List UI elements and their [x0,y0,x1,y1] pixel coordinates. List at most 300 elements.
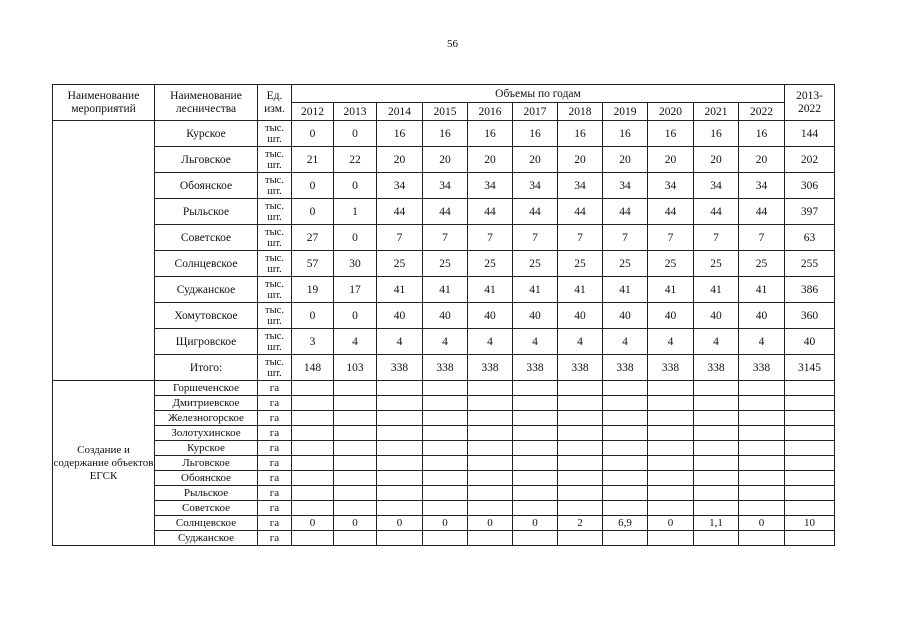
volume-cell: 0 [739,516,785,531]
volume-cell: 16 [423,121,468,147]
volume-cell [603,486,648,501]
volume-cell: 0 [648,516,694,531]
volume-cell [694,471,739,486]
volume-cell: 7 [739,225,785,251]
volume-cell [694,396,739,411]
volume-cell: 20 [423,147,468,173]
total-cell [785,381,835,396]
volume-cell [334,456,377,471]
forestry-name: Солнцевское [155,516,258,531]
unit-cell: га [258,501,292,516]
volume-cell: 16 [603,121,648,147]
volume-cell [468,441,513,456]
volume-cell: 7 [377,225,423,251]
unit-cell: тыс. шт. [258,121,292,147]
volume-cell: 44 [603,199,648,225]
volume-cell [423,531,468,546]
volume-cell [694,426,739,441]
forestry-name: Курское [155,121,258,147]
volume-cell [739,486,785,501]
total-cell: 397 [785,199,835,225]
volume-cell [648,396,694,411]
volume-cell: 7 [423,225,468,251]
volume-cell [558,486,603,501]
total-cell: 255 [785,251,835,277]
volume-cell: 0 [292,121,334,147]
volume-cell: 0 [292,199,334,225]
table-row [53,426,835,441]
unit-cell: тыс. шт. [258,277,292,303]
volume-cell [603,411,648,426]
table-row [53,471,835,486]
volume-cell: 25 [558,251,603,277]
unit-cell: тыс. шт. [258,173,292,199]
volume-cell [334,471,377,486]
volume-cell: 4 [468,329,513,355]
volume-cell: 0 [334,516,377,531]
volume-cell [334,501,377,516]
volume-cell: 20 [648,147,694,173]
volume-cell: 44 [423,199,468,225]
volume-cell [694,486,739,501]
unit-cell: га [258,456,292,471]
unit-cell: тыс. шт. [258,147,292,173]
volume-cell: 16 [739,121,785,147]
total-cell: 360 [785,303,835,329]
unit-cell: тыс. шт. [258,251,292,277]
volume-cell [334,486,377,501]
unit-cell: га [258,411,292,426]
volume-cell: 25 [694,251,739,277]
table-row [53,225,835,251]
forestry-name: Льговское [155,147,258,173]
table-row [53,173,835,199]
volume-cell [739,411,785,426]
volume-cell [292,456,334,471]
volume-cell [377,411,423,426]
volume-cell [648,456,694,471]
total-cell: 3145 [785,355,835,381]
forestry-name: Обоянское [155,173,258,199]
volume-cell: 41 [558,277,603,303]
unit-cell: тыс. шт. [258,329,292,355]
volume-cell: 4 [558,329,603,355]
volume-cell: 25 [377,251,423,277]
volume-cell [603,441,648,456]
volume-cell: 44 [739,199,785,225]
forestry-name: Рыльское [155,199,258,225]
volume-cell: 25 [739,251,785,277]
volume-cell: 20 [694,147,739,173]
year-header: 2016 [468,103,513,121]
volume-cell: 20 [513,147,558,173]
unit-cell: га [258,531,292,546]
volume-cell [292,411,334,426]
table-row [53,277,835,303]
forestry-name: Золотухинское [155,426,258,441]
volume-cell: 57 [292,251,334,277]
volume-cell [292,396,334,411]
volume-cell: 338 [648,355,694,381]
volume-cell [468,501,513,516]
volume-cell [513,471,558,486]
total-cell [785,411,835,426]
year-header: 2013 [334,103,377,121]
volume-cell [292,381,334,396]
table-row [53,303,835,329]
volume-cell [334,396,377,411]
year-header: 2017 [513,103,558,121]
volume-cell [468,396,513,411]
volume-cell [648,381,694,396]
volume-cell [423,456,468,471]
volume-cell: 0 [334,303,377,329]
volume-cell: 0 [468,516,513,531]
volume-cell: 4 [739,329,785,355]
volume-cell [558,501,603,516]
forestry-name: Льговское [155,456,258,471]
volume-cell [292,486,334,501]
volume-cell [377,486,423,501]
volume-cell [334,441,377,456]
volume-cell: 148 [292,355,334,381]
volume-cell: 7 [603,225,648,251]
volume-cell: 1 [334,199,377,225]
volume-cell: 41 [694,277,739,303]
year-header: 2020 [648,103,694,121]
volume-cell: 34 [468,173,513,199]
forestry-name: Железногорское [155,411,258,426]
volume-cell [513,411,558,426]
table-row [53,381,835,396]
volume-cell [377,426,423,441]
volume-cell [334,531,377,546]
volume-cell: 34 [558,173,603,199]
forestry-name: Дмитриевское [155,396,258,411]
volume-cell [603,501,648,516]
volume-cell [648,486,694,501]
volume-cell: 20 [468,147,513,173]
volumes-table [52,84,835,546]
year-header: 2018 [558,103,603,121]
volume-cell: 44 [648,199,694,225]
volume-cell: 25 [423,251,468,277]
volume-cell [648,501,694,516]
volume-cell: 20 [603,147,648,173]
unit-cell: га [258,441,292,456]
volume-cell [648,441,694,456]
volume-cell: 103 [334,355,377,381]
forestry-name: Рыльское [155,486,258,501]
volume-cell [739,501,785,516]
volume-cell: 0 [334,121,377,147]
volume-cell [334,426,377,441]
volume-cell [377,531,423,546]
table-row [53,516,835,531]
volume-cell: 4 [513,329,558,355]
unit-cell: га [258,516,292,531]
table-row [53,355,835,381]
volume-cell: 40 [513,303,558,329]
volume-cell [603,426,648,441]
volume-cell: 0 [292,173,334,199]
volume-cell: 338 [603,355,648,381]
volume-cell [292,471,334,486]
volume-cell: 20 [739,147,785,173]
volume-cell: 44 [377,199,423,225]
volume-cell [468,411,513,426]
volume-cell [694,411,739,426]
volume-cell: 0 [423,516,468,531]
measure-column-header: Наименование мероприятий [53,85,155,121]
forestry-name: Советское [155,225,258,251]
table-row [53,251,835,277]
year-header: 2012 [292,103,334,121]
volume-cell: 22 [334,147,377,173]
volume-cell [558,381,603,396]
volume-cell [423,486,468,501]
volume-cell [292,501,334,516]
year-header: 2015 [423,103,468,121]
table-row [53,121,835,147]
table-row [53,396,835,411]
volume-cell [292,531,334,546]
volume-cell: 16 [694,121,739,147]
volume-cell [603,456,648,471]
unit-column-header: Ед. изм. [258,85,292,121]
unit-cell: тыс. шт. [258,225,292,251]
total-column-header: 2013- 2022 [785,85,835,121]
volume-cell [513,441,558,456]
volume-cell [739,531,785,546]
volume-cell [468,426,513,441]
volume-cell: 16 [513,121,558,147]
volume-cell: 7 [648,225,694,251]
volume-cell [334,411,377,426]
volume-cell: 40 [603,303,648,329]
volume-cell: 41 [423,277,468,303]
forestry-name: Советское [155,501,258,516]
table-row [53,456,835,471]
unit-cell: га [258,471,292,486]
volume-cell: 7 [468,225,513,251]
measure-name [53,121,155,381]
volume-cell [603,381,648,396]
volume-cell [558,411,603,426]
volume-cell [739,396,785,411]
volume-cell: 3 [292,329,334,355]
total-cell [785,441,835,456]
unit-cell: га [258,381,292,396]
volume-cell [648,471,694,486]
volume-cell: 25 [648,251,694,277]
volume-cell [513,531,558,546]
volume-cell: 0 [292,303,334,329]
volume-cell [558,471,603,486]
volume-cell [377,501,423,516]
volume-cell [377,396,423,411]
volume-cell: 34 [377,173,423,199]
volume-cell: 34 [739,173,785,199]
volume-cell: 4 [334,329,377,355]
volume-cell: 44 [558,199,603,225]
volume-cell: 338 [739,355,785,381]
total-cell: 40 [785,329,835,355]
year-header: 2014 [377,103,423,121]
volume-cell [694,531,739,546]
volume-cell: 30 [334,251,377,277]
total-cell: 10 [785,516,835,531]
volume-cell: 1,1 [694,516,739,531]
unit-cell: тыс. шт. [258,303,292,329]
volume-cell: 41 [468,277,513,303]
volume-cell: 40 [558,303,603,329]
forestry-name: Суджанское [155,277,258,303]
volume-cell: 0 [513,516,558,531]
volume-cell [468,471,513,486]
volume-cell [513,426,558,441]
volume-cell [377,471,423,486]
page-number: 56 [447,38,458,50]
unit-cell: тыс. шт. [258,355,292,381]
table-row [53,501,835,516]
volume-cell [558,426,603,441]
measure-name: Создание и содержание объектов ЕГСК [53,381,155,546]
volume-cell: 4 [694,329,739,355]
volume-cell: 40 [694,303,739,329]
volume-cell: 44 [694,199,739,225]
volume-cell [513,396,558,411]
volume-cell [558,441,603,456]
volume-cell: 338 [377,355,423,381]
volume-cell: 4 [377,329,423,355]
total-cell [785,396,835,411]
volume-cell: 17 [334,277,377,303]
volume-cell [603,531,648,546]
volume-cell [648,426,694,441]
volume-cell: 40 [739,303,785,329]
volume-cell [377,456,423,471]
total-cell [785,501,835,516]
volume-cell: 44 [468,199,513,225]
volume-cell: 0 [334,173,377,199]
volume-cell: 25 [468,251,513,277]
volume-cell [648,531,694,546]
unit-cell: тыс. шт. [258,199,292,225]
volume-cell: 34 [648,173,694,199]
volume-cell [558,531,603,546]
forestry-name: Итого: [155,355,258,381]
volume-cell: 6,9 [603,516,648,531]
volume-cell [423,381,468,396]
volume-cell: 7 [513,225,558,251]
volume-cell [739,441,785,456]
unit-cell: га [258,396,292,411]
forestry-name: Курское [155,441,258,456]
volume-cell: 27 [292,225,334,251]
volume-cell: 338 [513,355,558,381]
volume-cell [423,411,468,426]
volume-cell [292,426,334,441]
volume-cell [423,471,468,486]
volume-cell: 25 [513,251,558,277]
volume-cell [694,381,739,396]
unit-cell: га [258,486,292,501]
volume-cell [468,456,513,471]
table-row [53,147,835,173]
volume-cell: 41 [377,277,423,303]
header-row [53,85,835,103]
volume-cell [739,426,785,441]
volume-cell [513,486,558,501]
forestry-name: Горшеченское [155,381,258,396]
forestry-column-header: Наименование лесничества [155,85,258,121]
volume-cell [377,441,423,456]
volume-cell: 41 [739,277,785,303]
volume-cell [513,501,558,516]
volume-cell [423,441,468,456]
total-cell [785,486,835,501]
table-row [53,329,835,355]
volume-cell: 16 [377,121,423,147]
volume-cell [739,381,785,396]
volume-cell [603,396,648,411]
volume-cell: 34 [423,173,468,199]
volume-cell [558,396,603,411]
volume-cell: 0 [292,516,334,531]
volume-cell [377,381,423,396]
volume-cell: 20 [377,147,423,173]
volume-cell [468,381,513,396]
volume-cell: 7 [694,225,739,251]
year-header: 2019 [603,103,648,121]
total-cell: 386 [785,277,835,303]
years-group-header: Объемы по годам [292,85,785,103]
total-cell: 202 [785,147,835,173]
volume-cell [603,471,648,486]
volume-cell: 40 [648,303,694,329]
volume-cell: 20 [558,147,603,173]
volume-cell: 40 [468,303,513,329]
volume-cell: 40 [423,303,468,329]
year-header: 2021 [694,103,739,121]
total-cell: 306 [785,173,835,199]
volume-cell [292,441,334,456]
volume-cell: 25 [603,251,648,277]
volume-cell [468,486,513,501]
forestry-name: Обоянское [155,471,258,486]
table-row [53,199,835,225]
volume-cell: 21 [292,147,334,173]
volume-cell [694,441,739,456]
table-row [53,486,835,501]
volume-cell: 41 [603,277,648,303]
volume-cell [423,426,468,441]
volume-cell [334,381,377,396]
year-header: 2022 [739,103,785,121]
total-cell [785,531,835,546]
volume-cell: 7 [558,225,603,251]
volume-cell [423,396,468,411]
table-row [53,411,835,426]
volume-cell: 4 [603,329,648,355]
volume-cell [558,456,603,471]
volume-cell [513,381,558,396]
volume-cell: 41 [513,277,558,303]
volume-cell: 34 [694,173,739,199]
volume-cell [423,501,468,516]
volume-cell: 19 [292,277,334,303]
